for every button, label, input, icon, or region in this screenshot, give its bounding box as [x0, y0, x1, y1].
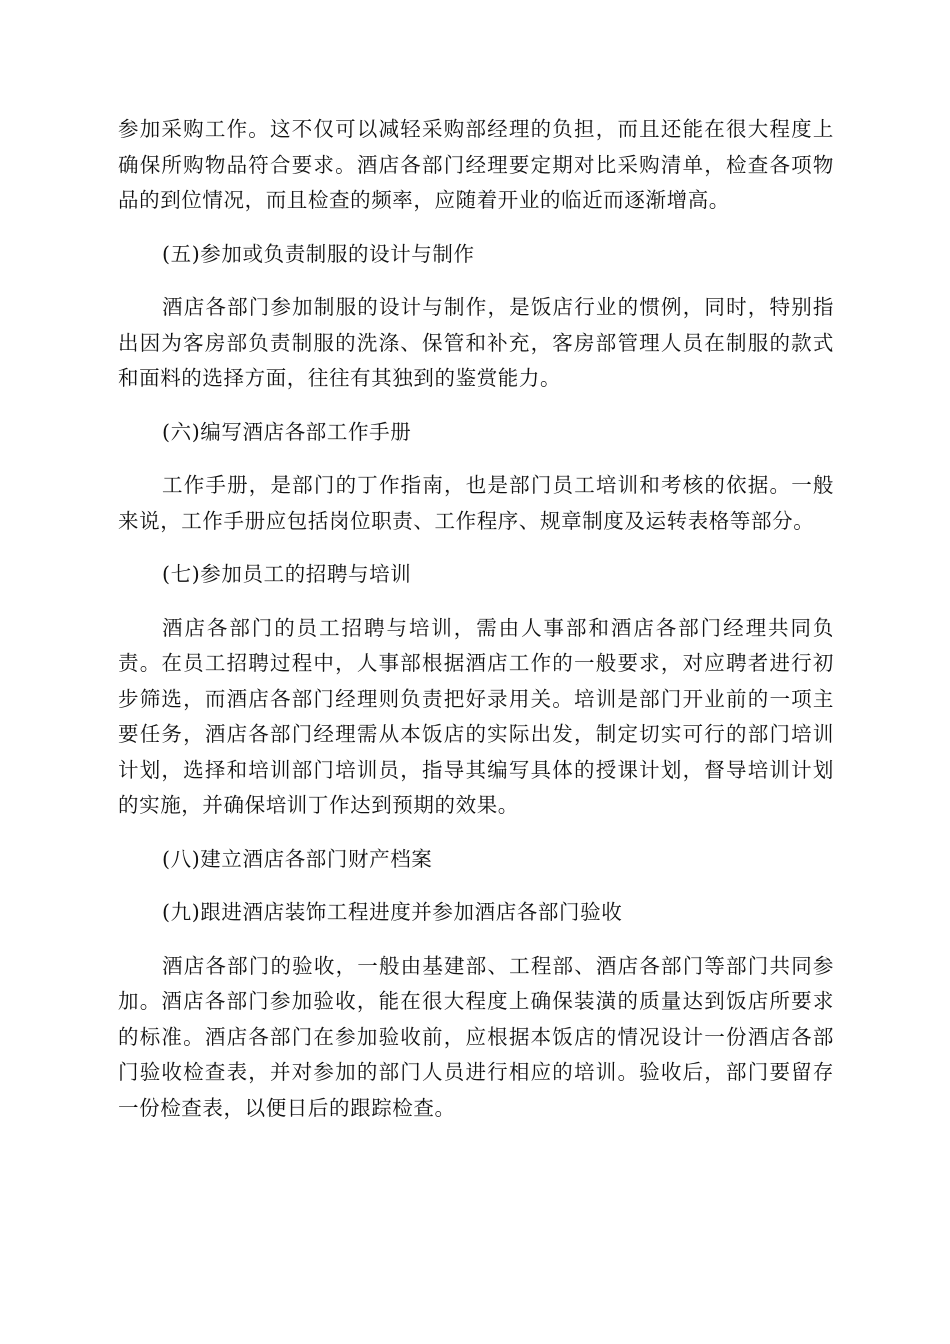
- spacer: [118, 219, 834, 237]
- spacer: [118, 450, 834, 468]
- section-heading-7: (七)参加员工的招聘与培训: [162, 562, 412, 586]
- spacer: [118, 824, 834, 842]
- section-heading-8: (八)建立酒店各部门财产档案: [162, 846, 433, 871]
- spacer: [118, 539, 834, 557]
- paragraph-manual: 工作手册，是部门的丁作指南，也是部门员工培训和考核的依据。一般来说，工作手册应包括岗位职责、工作程序、规章制度及运转表格等部分。: [118, 473, 834, 533]
- paragraph-uniforms: 酒店各部门参加制服的设计与制作，是饭店行业的惯例，同时，特别指出因为客房部负责制服的洗涤、保管和补充，客房部管理人员在制服的款式和面料的选择方面，往往有其独到的鉴赏能力。: [118, 295, 834, 390]
- paragraph-procurement: 参加采购工作。这不仅可以减轻采购部经理的负担，而且还能在很大程度上确保所购物品符合要求。酒店各部门经理要定期对比采购清单，检查各项物品的到位情况，而且检查的频率，应随着开业的临近而逐渐增高。: [118, 117, 834, 212]
- paragraph-recruitment: 酒店各部门的员工招聘与培训，需由人事部和酒店各部门经理共同负责。在员工招聘过程中，人事部根据酒店工作的一般要求，对应聘者进行初步筛选，而酒店各部门经理则负责把好录用关。培训是部门开业前的一项主要任务，酒店各部门经理需从本饭店的实际出发，制定切实可行的部门培训计划，选择和培训部门培训员，指导其编写具体的授课计划，督导培训计划的实施，并确保培训丁作达到预期的效果。: [118, 615, 834, 817]
- spacer: [118, 397, 834, 415]
- paragraph-acceptance: 酒店各部门的验收，一般由基建部、工程部、酒店各部门等部门共同参加。酒店各部门参加验收，能在很大程度上确保装潢的质量达到饭店所要求的标准。酒店各部门在参加验收前，应根据本饭店的情况设计一份酒店各部门验收检查表，并对参加的部门人员进行相应的培训。验收后，部门要留存一份检查表，以便日后的跟踪检查。: [118, 953, 834, 1120]
- spacer: [118, 272, 834, 290]
- section-heading-6: (六)编写酒店各部工作手册: [162, 419, 412, 444]
- spacer: [118, 931, 834, 949]
- section-heading-9: (九)跟进酒店装饰工程进度并参加酒店各部门验收: [162, 900, 623, 924]
- document-page: [118, 112, 834, 1126]
- spacer: [118, 877, 834, 895]
- spacer: [118, 593, 834, 611]
- section-heading-5: (五)参加或负责制服的设计与制作: [162, 241, 475, 266]
